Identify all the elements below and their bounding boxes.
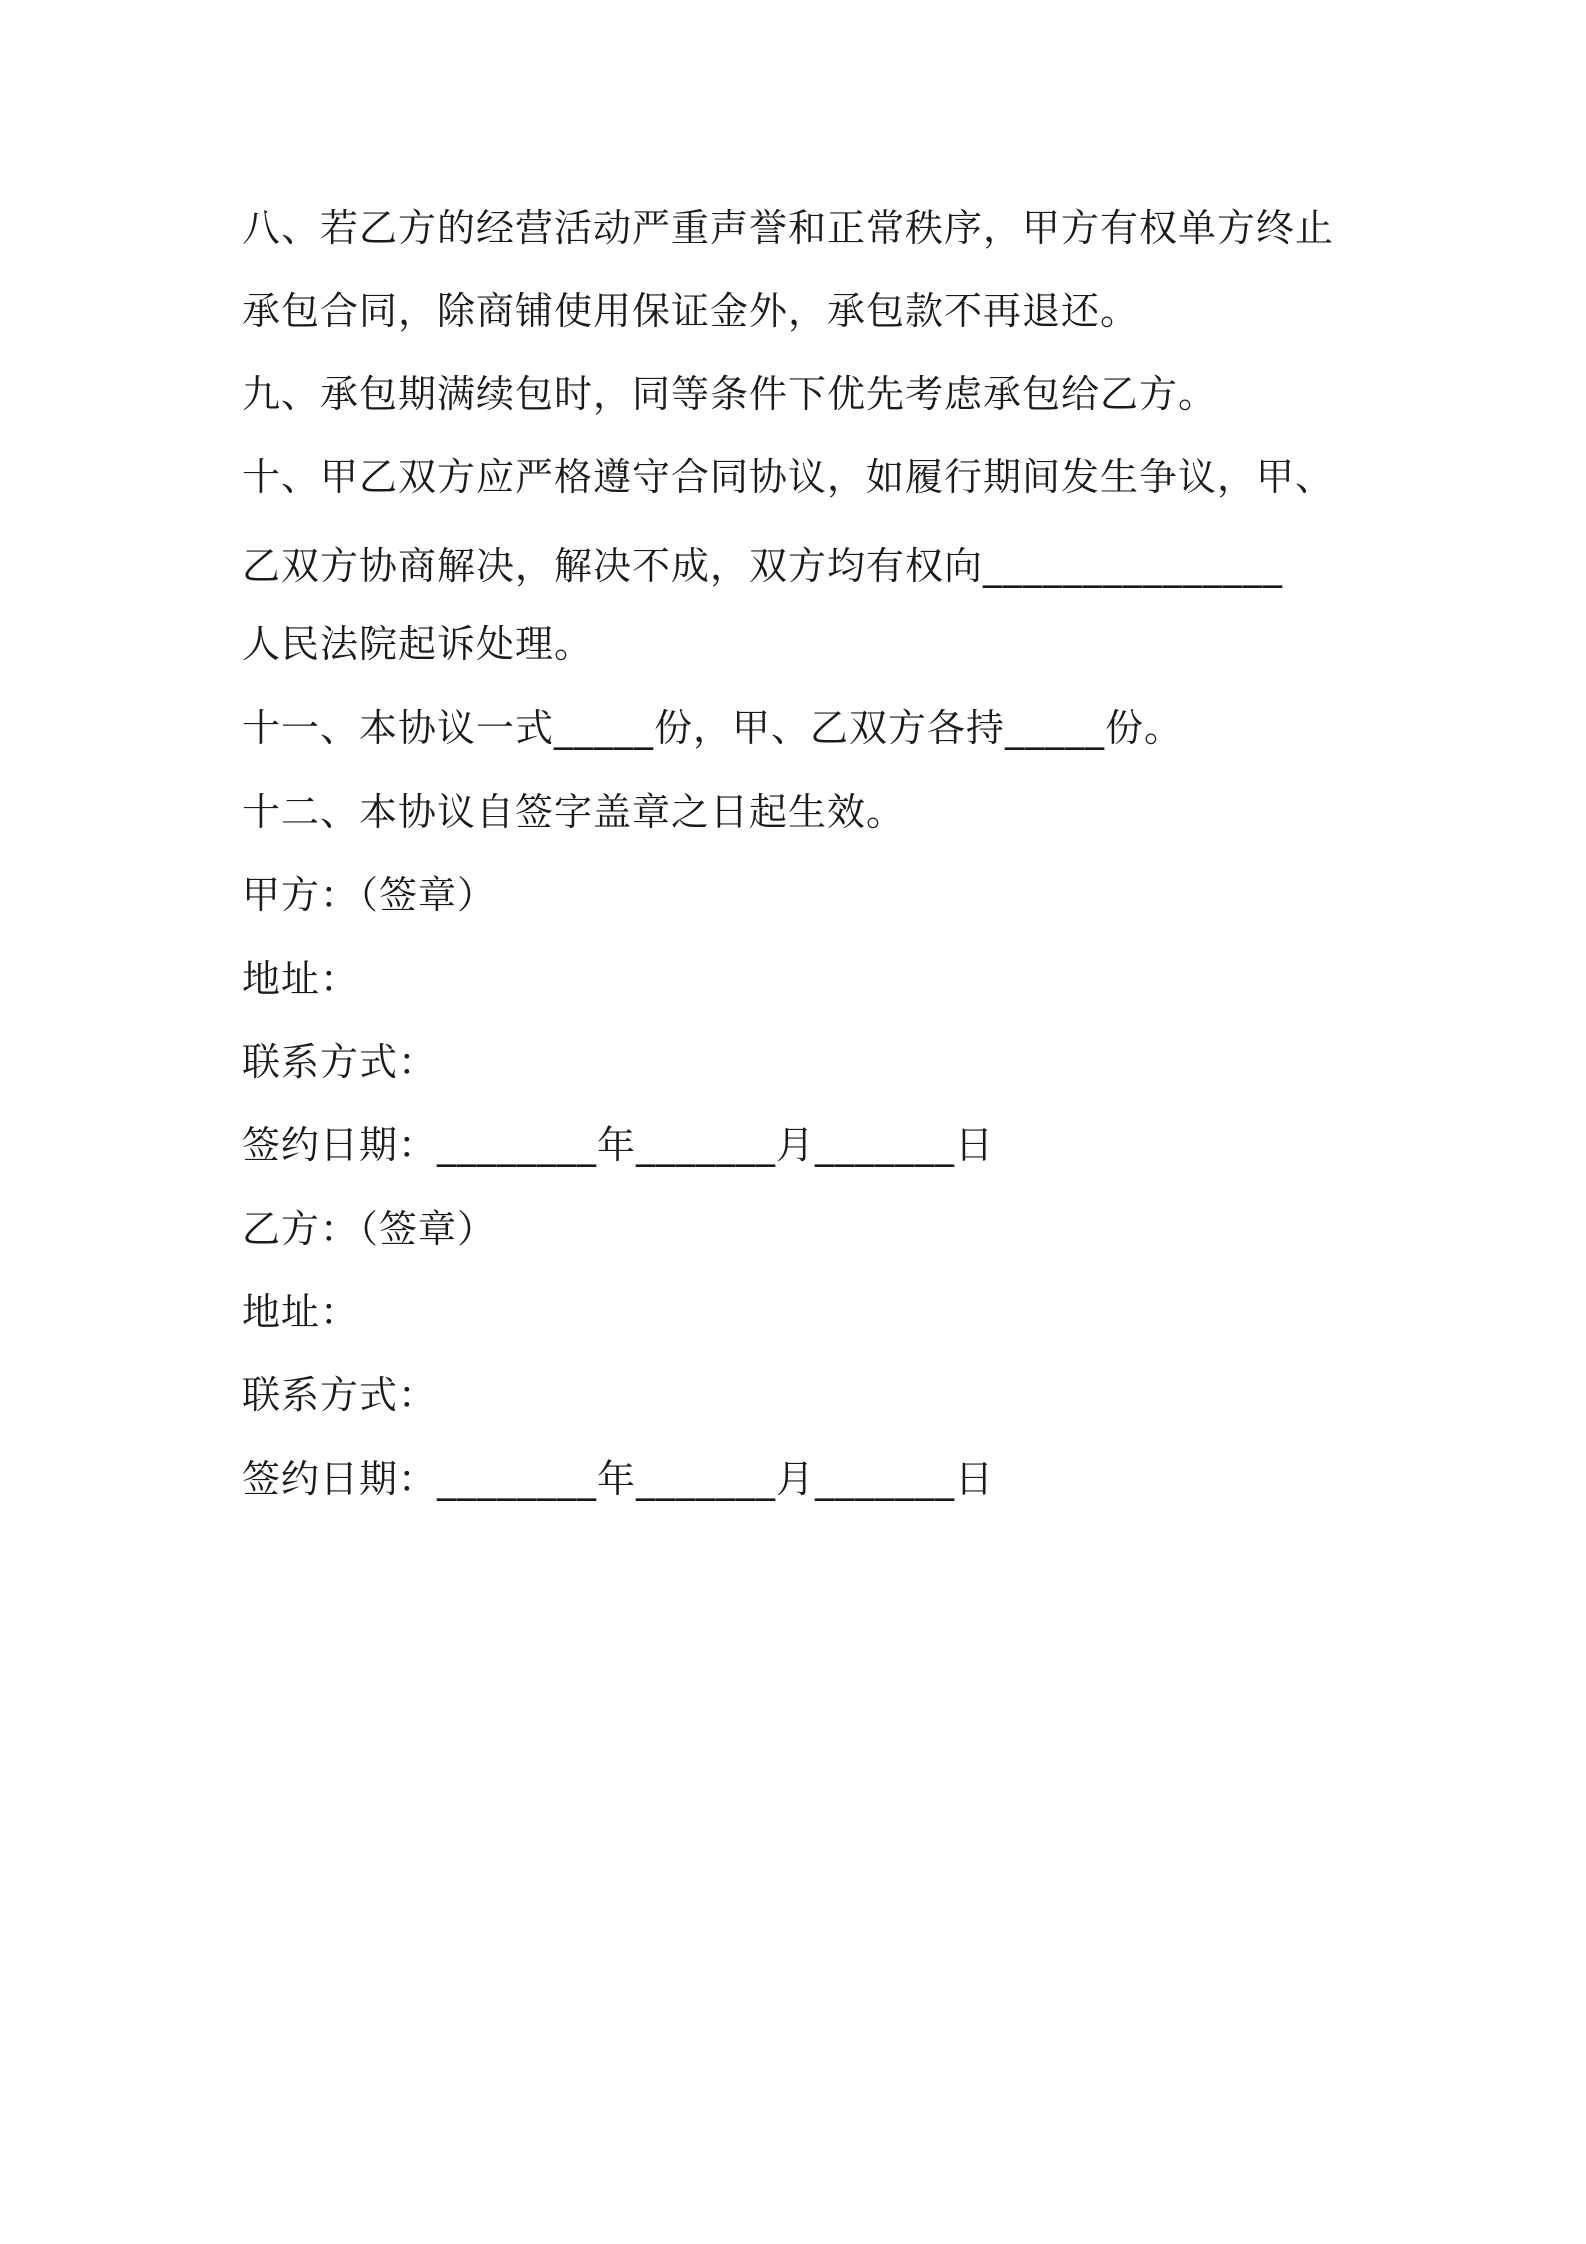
clause-8-line-1: 八、若乙方的经营活动严重声誉和正常秩序，甲方有权单方终止	[242, 206, 1335, 250]
party-b-date: 签约日期：________年_______月_______日	[242, 1457, 995, 1501]
clause-9: 九、承包期满续包时，同等条件下优先考虑承包给乙方。	[242, 372, 1218, 416]
clause-12: 十二、本协议自签字盖章之日起生效。	[242, 790, 906, 834]
party-b-sign: 乙方：（签章）	[242, 1207, 497, 1251]
party-b-address: 地址：	[242, 1290, 360, 1334]
party-a-date: 签约日期：________年_______月_______日	[242, 1123, 995, 1167]
clause-11: 十一、本协议一式_____份，甲、乙双方各持_____份。	[242, 706, 1184, 750]
clause-10-line-2: 乙双方协商解决，解决不成，双方均有权向_______________	[242, 544, 1284, 588]
clause-8-line-2: 承包合同，除商铺使用保证金外，承包款不再退还。	[242, 289, 1140, 333]
clause-10-line-1: 十、甲乙双方应严格遵守合同协议，如履行期间发生争议，甲、	[242, 455, 1335, 499]
party-a-contact: 联系方式：	[242, 1040, 438, 1084]
clause-10-line-3: 人民法院起诉处理。	[242, 622, 594, 666]
party-a-address: 地址：	[242, 957, 360, 1001]
party-a-sign: 甲方：（签章）	[242, 873, 497, 917]
party-b-contact: 联系方式：	[242, 1373, 438, 1417]
